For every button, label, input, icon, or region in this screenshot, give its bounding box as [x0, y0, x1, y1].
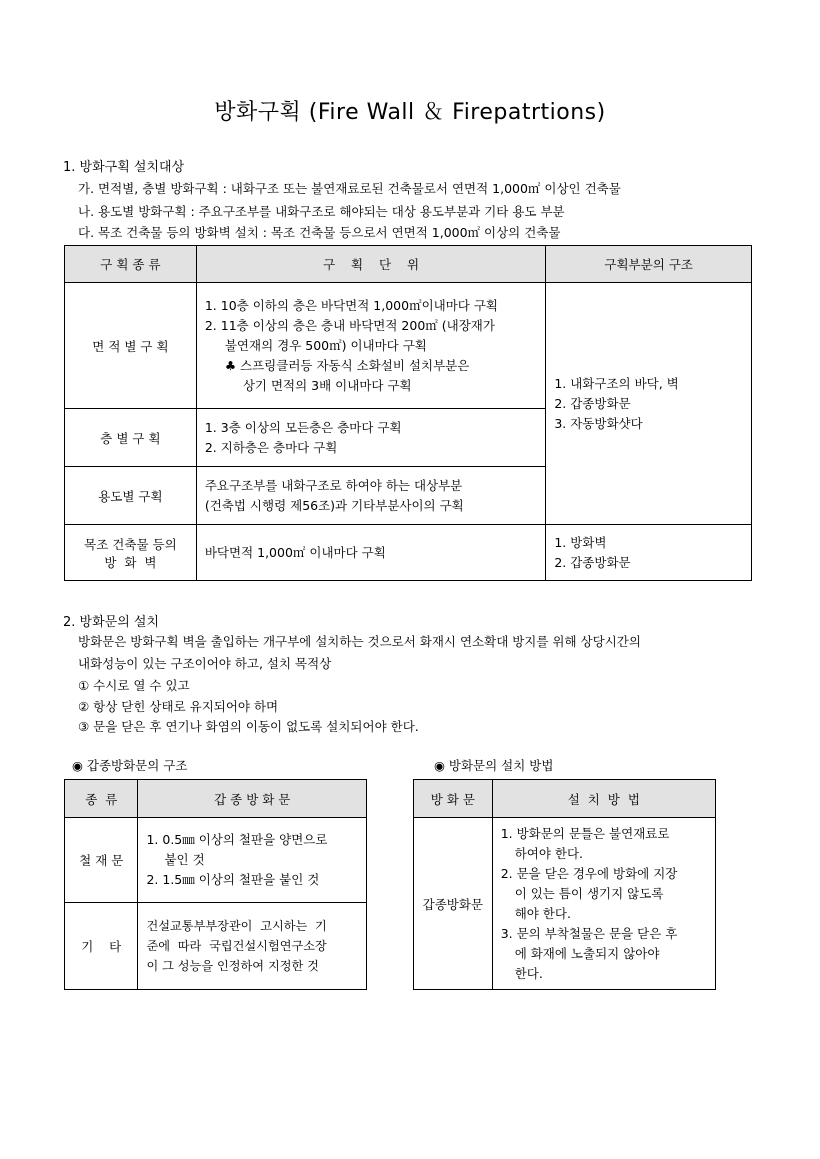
section1-item-b: 나. 용도별 방화구획 : 주요구조부를 내화구조로 해야되는 대상 용도부분과 기타 용도 부분 — [78, 204, 565, 219]
type-class-a-door: 갑종방화문 — [414, 818, 493, 990]
type-use: 용도별 구획 — [65, 467, 197, 525]
section2-item2: ② 항상 닫힌 상태로 유지되어야 하며 — [78, 699, 279, 714]
structure-a-line3: 3. 자동방화샷다 — [554, 415, 643, 431]
install-line5: 해야 한다. — [514, 905, 571, 921]
unit-use — [196, 467, 545, 525]
type-wooden-line2: 방 화 벽 — [104, 554, 157, 570]
structure-a-line2: 2. 갑종방화문 — [554, 395, 631, 411]
install-line7: 에 화재에 노출되지 않아야 — [514, 945, 660, 961]
type-wooden — [65, 525, 197, 581]
unit-floor — [196, 409, 545, 467]
install-line6: 3. 문의 부착철물은 문을 닫은 후 — [500, 925, 678, 941]
section2-line1: 방화문은 방화구획 벽을 출입하는 개구부에 설치하는 것으로서 화재시 연소확대 방지를 위해 상당시간의 — [78, 634, 641, 649]
steel-door-line1: 1. 0.5㎜ 이상의 철판을 양면으로 — [146, 832, 328, 847]
page-title: 방화구획 (Fire Wall ＆ Firepatrtions) — [214, 100, 606, 125]
unit-area-line2: 2. 11층 이상의 층은 층내 바닥면적 200㎡ (내장재가 — [204, 317, 495, 333]
section2-item1: ① 수시로 열 수 있고 — [78, 678, 190, 693]
unit-area-line3: 불연재의 경우 500㎡) 이내마다 구획 — [224, 337, 427, 353]
header-install-method: 설 치 방 법 — [492, 780, 715, 818]
right-box-heading: ◉ 방화문의 설치 방법 — [434, 758, 554, 773]
unit-use-line2: (건축법 시행령 제56조)과 기타부분사이의 구획 — [204, 497, 464, 513]
type-wooden-line1: 목조 건축물 등의 — [84, 536, 177, 552]
section2-line2: 내화성능이 있는 구조이어야 하고, 설치 목적상 — [78, 656, 332, 671]
install-line1: 1. 방화문의 문틀은 불연재료로 — [500, 825, 670, 841]
structure-b-line2: 2. 갑종방화문 — [554, 554, 631, 570]
install-line2: 하여야 한다. — [514, 845, 584, 861]
other-line2: 준에 따라 국립건설시험연구소장 — [146, 939, 327, 953]
install-line4: 이 있는 틈이 생기지 않도록 — [514, 885, 664, 901]
unit-floor-line1: 1. 3층 이상의 모든층은 층마다 구획 — [204, 419, 402, 435]
unit-wooden-text: 바닥면적 1,000㎡ 이내마다 구획 — [204, 544, 386, 560]
section2-heading: 2. 방화문의 설치 — [63, 615, 160, 630]
unit-area-line1: 1. 10층 이하의 층은 바닥면적 1,000㎡이내마다 구획 — [204, 297, 499, 313]
structure-a-line1: 1. 내화구조의 바닥, 벽 — [554, 375, 679, 391]
header-door-kind: 종 류 — [65, 780, 138, 818]
header-partition-unit: 구 획 단 위 — [196, 246, 545, 283]
other-line3: 이 그 성능을 인정하여 지정한 것 — [146, 959, 319, 973]
door-structure-table — [64, 779, 367, 990]
section1-heading: 1. 방화구획 설치대상 — [63, 160, 185, 175]
unit-area — [196, 283, 545, 409]
header-partition-structure: 구획부분의 구조 — [546, 246, 752, 283]
unit-wooden — [196, 525, 545, 581]
unit-use-line1: 주요구조부를 내화구조로 하여야 하는 대상부분 — [204, 477, 463, 493]
type-area: 면 적 별 구 획 — [65, 283, 197, 409]
structure-b — [546, 525, 752, 581]
header-fire-door: 방 화 문 — [414, 780, 493, 818]
steel-door-line3: 2. 1.5㎜ 이상의 철판을 붙인 것 — [146, 872, 320, 887]
section1-item-c: 다. 목조 건축물 등의 방화벽 설치 : 목조 건축물 등으로서 연면적 1,000㎡ 이상의 건축물 — [78, 225, 561, 240]
section2-item3: ③ 문을 닫은 후 연기나 화염의 이동이 없도록 설치되어야 한다. — [78, 719, 419, 734]
unit-area-line5: 상기 면적의 3배 이내마다 구획 — [242, 377, 412, 393]
structure-a — [546, 283, 752, 525]
steel-door-line2: 붙인 것 — [164, 852, 205, 867]
header-door-class: 갑 종 방 화 문 — [138, 780, 367, 818]
install-method — [492, 818, 715, 990]
type-steel-door: 철 재 문 — [65, 818, 138, 903]
other-spec — [138, 903, 367, 990]
structure-b-line1: 1. 방화벽 — [554, 534, 607, 550]
header-partition-type: 구 획 종 류 — [65, 246, 197, 283]
install-line8: 한다. — [514, 965, 543, 981]
steel-door-spec — [138, 818, 367, 903]
section1-item-a: 가. 면적별, 층별 방화구획 : 내화구조 또는 불연재료로된 건축물로서 연면적 1,000㎡ 이상인 건축물 — [78, 181, 621, 196]
other-line1: 건설교통부부장관이 고시하는 기 — [146, 919, 327, 933]
type-floor: 층 별 구 획 — [65, 409, 197, 467]
install-line3: 2. 문을 닫은 경우에 방화에 지장 — [500, 865, 678, 881]
type-other: 기 타 — [65, 903, 138, 990]
left-box-heading: ◉ 갑종방화문의 구조 — [72, 758, 188, 773]
door-install-table — [413, 779, 716, 990]
unit-floor-line2: 2. 지하층은 층마다 구획 — [204, 439, 338, 455]
sprinkler-note: ♣ 스프링클러등 자동식 소화설비 설치부분은 — [224, 357, 470, 373]
partition-table — [64, 245, 752, 581]
